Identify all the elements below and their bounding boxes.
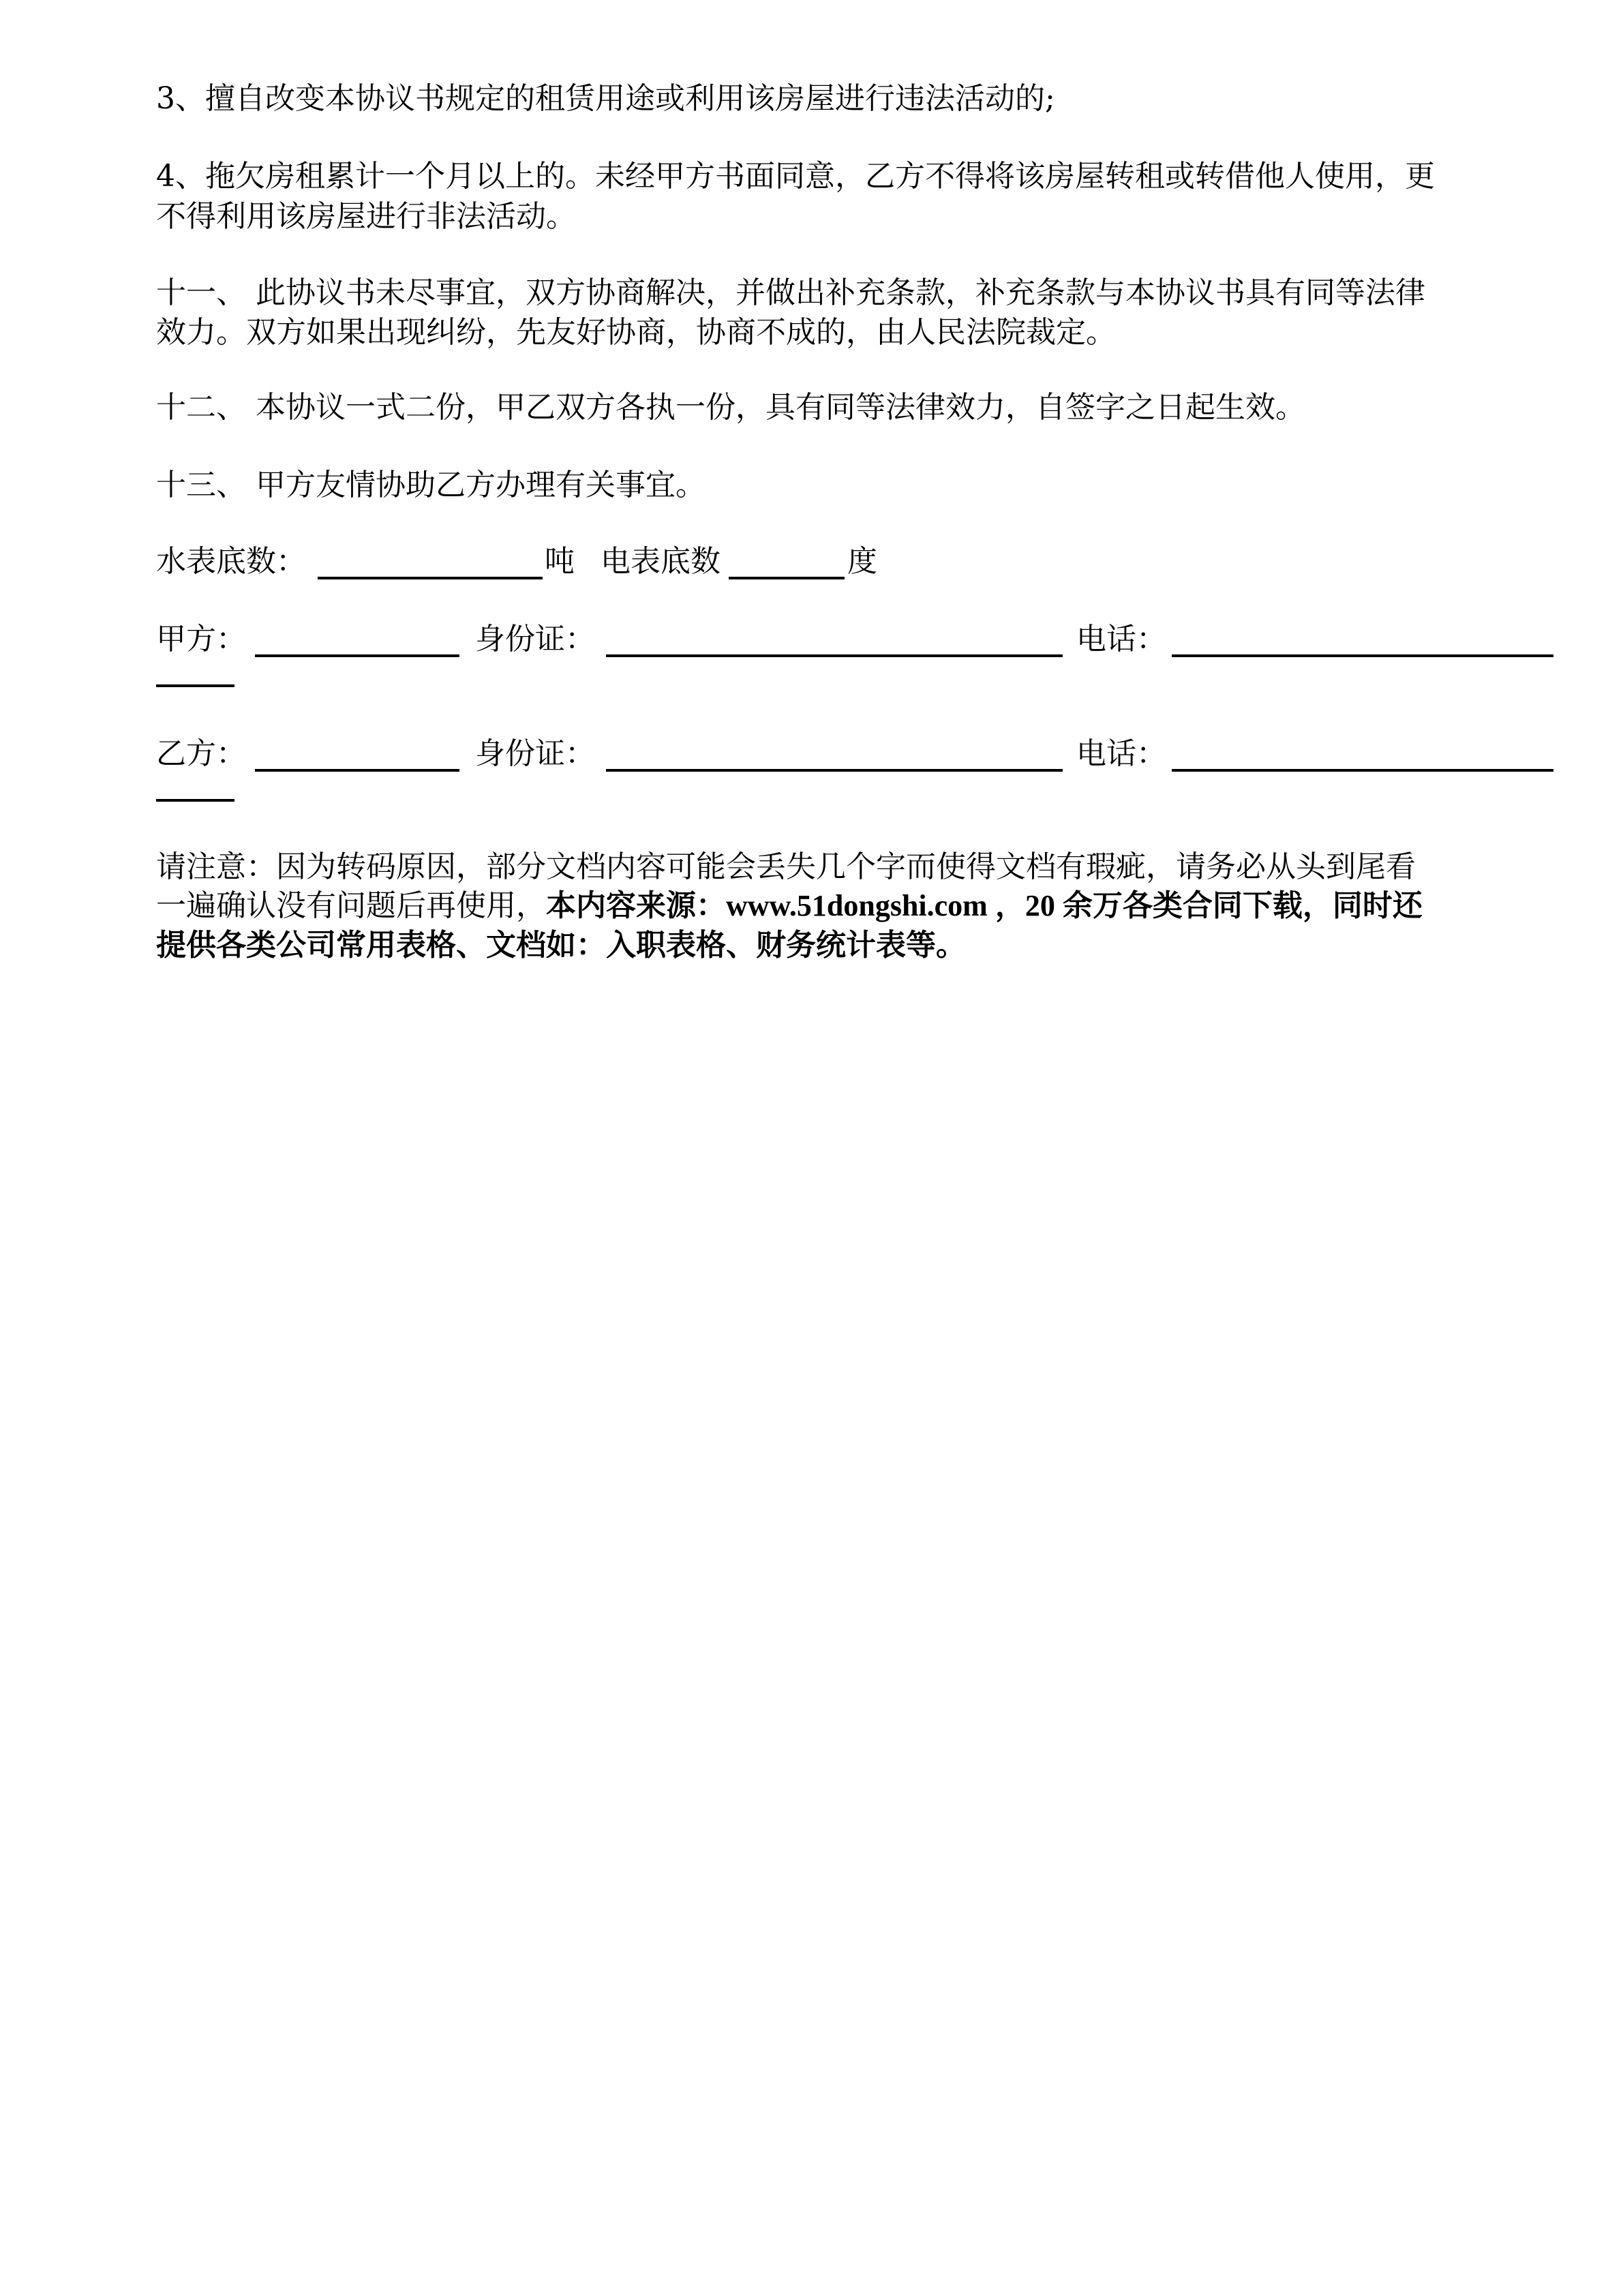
party-b-phone-blank[interactable] — [1172, 769, 1553, 772]
party-b-row — [156, 735, 1555, 776]
party-a-row — [156, 620, 1555, 661]
article-13: 十三、 甲方友情协助乙方办理有关事宜。 — [156, 468, 706, 502]
electric-meter-unit: 度 — [847, 544, 877, 579]
electric-meter-blank[interactable] — [729, 577, 845, 579]
electric-meter-label: 电表底数 — [601, 544, 721, 579]
notice-line-1: 请注意：因为转码原因，部分文档内容可能会丢失几个字而使得文档有瑕疵，请务必从头到尾看 — [156, 849, 1416, 884]
party-a-name-blank[interactable] — [255, 654, 459, 657]
clause-item-4-line-2: 不得利用该房屋进行非法活动。 — [156, 199, 576, 234]
water-meter-label: 水表底数： — [156, 544, 306, 579]
water-meter-blank[interactable] — [318, 577, 543, 579]
party-a-phone-blank[interactable] — [1172, 654, 1553, 657]
water-meter-unit: 吨 — [545, 544, 575, 579]
party-b-name-blank[interactable] — [255, 769, 459, 772]
party-b-phone-label: 电话： — [1076, 736, 1166, 771]
party-b-id-blank[interactable] — [606, 769, 1063, 772]
notice-line-3: 提供各类公司常用表格、文档如：入职表格、财务统计表等。 — [156, 928, 966, 962]
notice-source-text: 本内容来源：www.51dongshi.com ，20 余万各类合同下载，同时还 — [546, 889, 1423, 922]
meter-readings-row — [156, 543, 1555, 584]
party-a-id-label: 身份证： — [475, 622, 595, 656]
party-a-phone-label: 电话： — [1076, 622, 1166, 656]
party-b-id-label: 身份证： — [475, 736, 595, 771]
party-b-label: 乙方： — [156, 736, 246, 771]
article-12: 十二、 本协议一式二份，甲乙双方各执一份，具有同等法律效力，自签字之日起生效。 — [156, 390, 1305, 425]
article-11-line-2: 效力。双方如果出现纠纷，先友好协商，协商不成的，由人民法院裁定。 — [156, 315, 1116, 350]
party-a-phone-blank-continued[interactable] — [156, 684, 234, 687]
article-11-line-1: 十一、 此协议书未尽事宜，双方协商解决，并做出补充条款，补充条款与本协议书具有同等法律 — [156, 275, 1425, 310]
party-b-phone-blank-continued[interactable] — [156, 799, 234, 802]
clause-item-3: 3、擅自改变本协议书规定的租赁用途或利用该房屋进行违法活动的; — [156, 81, 1055, 116]
party-a-label: 甲方： — [156, 622, 246, 656]
clause-item-4-line-1: 4、拖欠房租累计一个月以上的。未经甲方书面同意，乙方不得将该房屋转租或转借他人使用，更 — [156, 159, 1435, 194]
notice-line-2-normal: 一遍确认没有问题后再使用， — [156, 888, 546, 923]
notice-line-2 — [156, 887, 1555, 925]
party-a-id-blank[interactable] — [606, 654, 1063, 657]
